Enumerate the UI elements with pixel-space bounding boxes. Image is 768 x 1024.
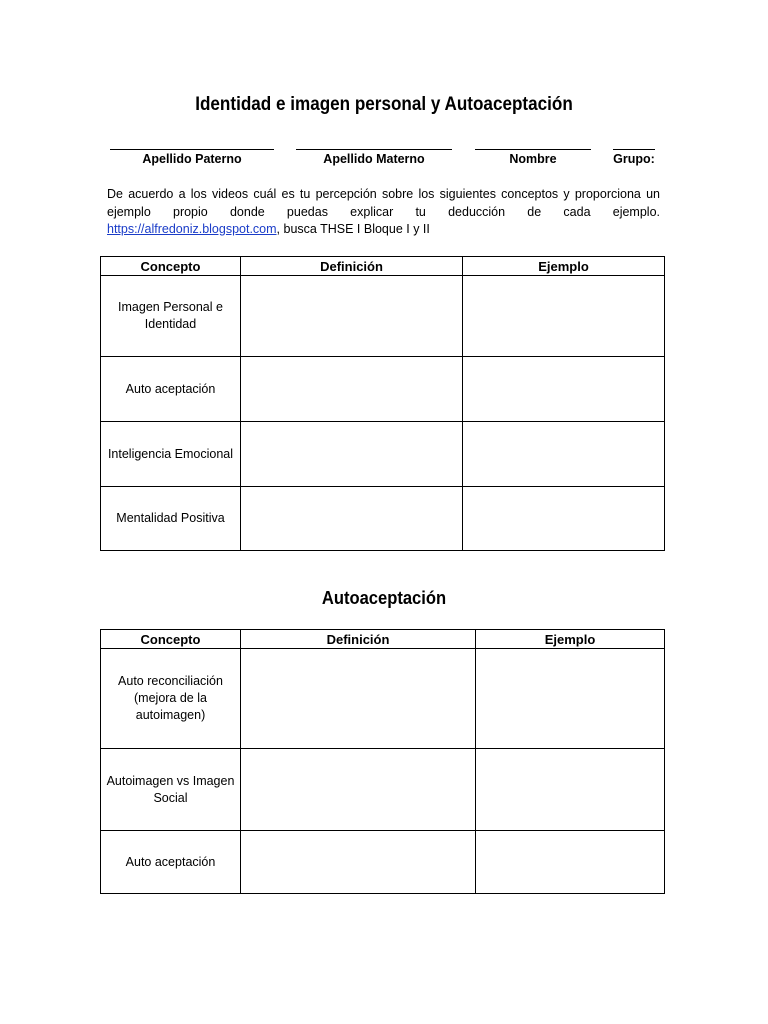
header-concepto: Concepto [101,630,241,649]
concepts-table [100,256,665,551]
blog-link[interactable]: https://alfredoniz.blogspot.com [107,222,277,236]
autoaceptacion-table [100,629,665,894]
grupo-field[interactable] [613,136,655,166]
table-row [101,487,665,551]
table-row [101,357,665,422]
student-name-fields [0,136,768,172]
definition-cell[interactable] [241,649,476,749]
header-definicion: Definición [241,630,476,649]
concept-cell: Auto aceptación [101,357,241,422]
definition-cell[interactable] [241,487,463,551]
apellido-materno-line[interactable] [296,136,452,150]
example-cell[interactable] [463,487,665,551]
concept-cell: Inteligencia Emocional [101,422,241,487]
nombre-field[interactable] [475,136,591,166]
nombre-label: Nombre [509,152,557,166]
header-ejemplo: Ejemplo [463,257,665,276]
concept-cell: Auto aceptación [101,831,241,894]
definition-cell[interactable] [241,749,476,831]
definition-cell[interactable] [241,357,463,422]
apellido-materno-field[interactable] [296,136,452,166]
concept-cell: Autoimagen vs Imagen Social [101,749,241,831]
definition-cell[interactable] [241,831,476,894]
grupo-label: Grupo: [613,152,655,166]
apellido-materno-label: Apellido Materno [323,152,425,166]
instructions-text: De acuerdo a los videos cuál es tu percepción sobre los siguientes conceptos y proporciona un ejemplo propio donde puedas explicar tu deducción de cada ejemplo. [107,187,660,219]
concept-cell: Mentalidad Positiva [101,487,241,551]
apellido-paterno-label: Apellido Paterno [142,152,242,166]
table-header-row [101,630,665,649]
table-row [101,649,665,749]
table-row [101,276,665,357]
table-row [101,831,665,894]
table-row [101,422,665,487]
example-cell[interactable] [476,831,665,894]
concept-cell: Auto reconciliación (mejora de la autoimagen) [101,649,241,749]
grupo-line[interactable] [613,136,655,150]
apellido-paterno-line[interactable] [110,136,274,150]
definition-cell[interactable] [241,422,463,487]
nombre-line[interactable] [475,136,591,150]
example-cell[interactable] [463,422,665,487]
example-cell[interactable] [476,749,665,831]
apellido-paterno-field[interactable] [110,136,274,166]
definition-cell[interactable] [241,276,463,357]
header-definicion: Definición [241,257,463,276]
concept-cell: Imagen Personal e Identidad [101,276,241,357]
header-ejemplo: Ejemplo [476,630,665,649]
example-cell[interactable] [476,649,665,749]
section-title-autoaceptacion: Autoaceptación [321,588,447,608]
table-header-row [101,257,665,276]
header-concepto: Concepto [101,257,241,276]
instructions-paragraph [107,186,660,239]
page-title: Identidad e imagen personal y Autoaceptación [195,94,573,115]
example-cell[interactable] [463,357,665,422]
instructions-text-after-link: , busca THSE I Bloque I y II [276,222,430,236]
example-cell[interactable] [463,276,665,357]
table-row [101,749,665,831]
